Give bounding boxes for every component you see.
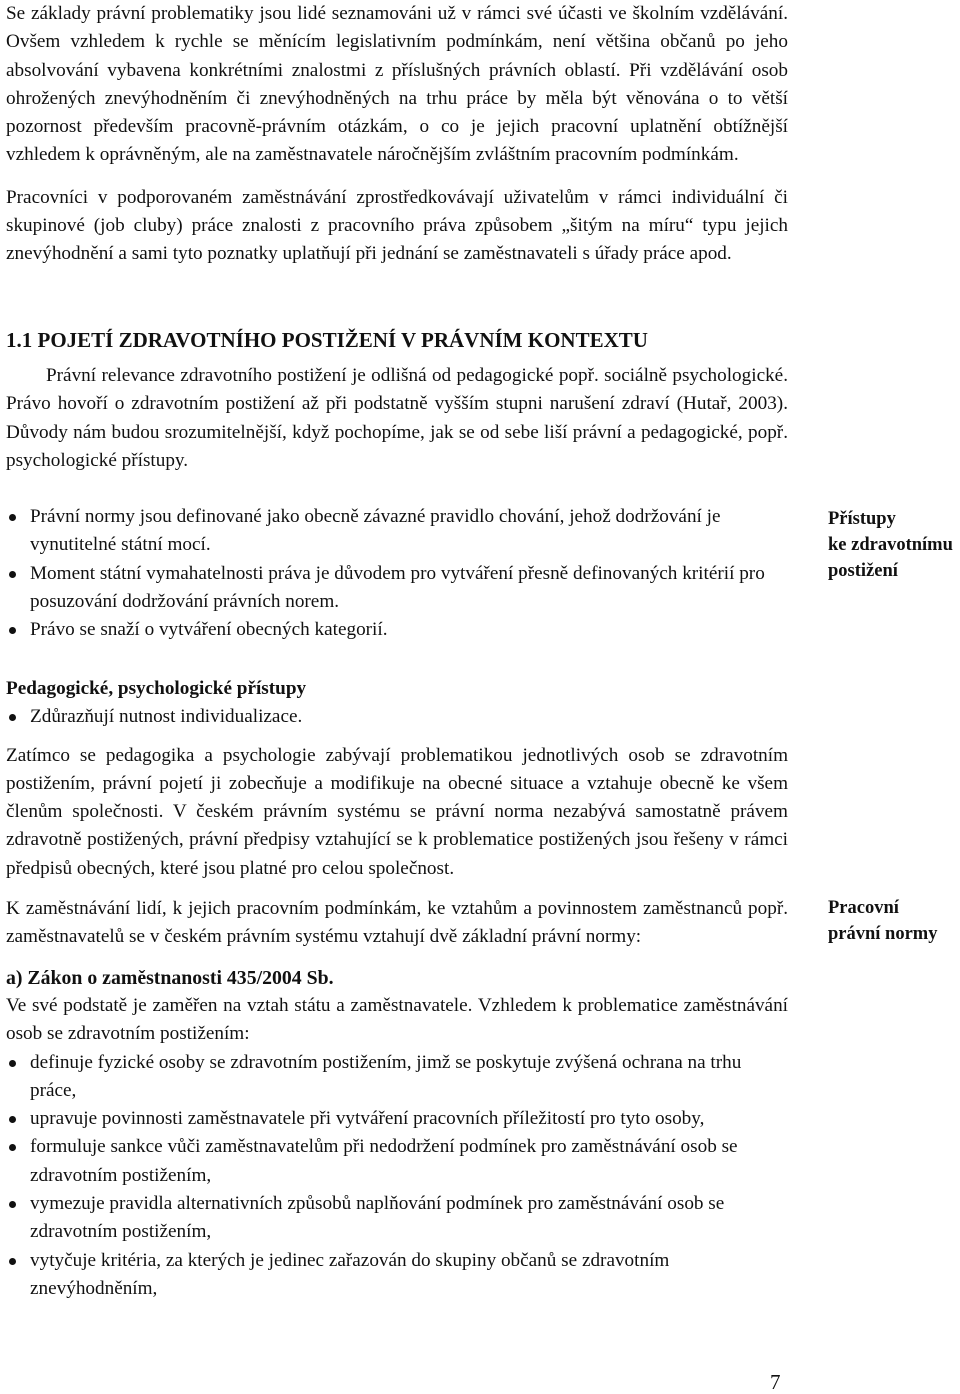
paragraph-supported-employment: Pracovníci v podporovaném zaměstnávání zprostředkovávají uživatelům v rámci individuální či skupinové (job cluby) práce znalosti z pracovního práva způsobem „šitým na míru“ typu jejich znevýhodnění a sami tyto poznatky uplatňují při jednání se zaměstnavateli s úřady práce apod.: [6, 186, 788, 265]
list-item: Zdůrazňují nutnost individualizace.: [6, 703, 788, 731]
margin-note-line: ke zdravotnímu: [828, 535, 953, 555]
section-heading: 1.1 POJETÍ ZDRAVOTNÍHO POSTIŽENÍ V PRÁVNÍM KONTEXTU: [6, 328, 648, 352]
paragraph-act-essence: Ve své podstatě je zaměřen na vztah státu a zaměstnavatele. Vzhledem k problematice zaměstnávání osob se zdravotním postižením:: [6, 994, 788, 1045]
pedagogical-block: [6, 675, 788, 1303]
subheading-pedagogical: Pedagogické, psychologické přístupy: [6, 678, 307, 699]
list-item: Právní normy jsou definované jako obecně závazné pravidlo chování, jehož dodržování je vynutitelné státní mocí.: [6, 503, 788, 560]
margin-note-line: Pracovní: [828, 898, 899, 918]
paragraph-intro: Se základy právní problematiky jsou lidé seznamováni už v rámci své účasti ve školním vzdělávání. Ovšem vzhledem k rychle se měnícím legislativním podmínkám, není většina občanů po jeho absolvování vybavena konkrétními znalostmi z příslušných právních oblastí. Při vzdělávání osob ohrožených znevýhodněním či znevýhodněných na trhu práce by měla být věnována o to větší pozornost především pracovně-právním otázkám, o co je jejich pracovní uplatnění obtížnější vzhledem k oprávněným, ale na zaměstnavatele náročnějším zvláštním pracovním podmínkám.: [6, 3, 788, 166]
list-item: Právo se snaží o vytváření obecných kategorií.: [6, 616, 788, 644]
intro-block: [6, 0, 788, 269]
paragraph-employment-norms: K zaměstnávání lidí, k jejich pracovním podmínkám, ke vztahům a povinnostem zaměstnanců popř. zaměstnavatelů se v českém právním systému vztahují dvě základní právní normy:: [6, 898, 788, 948]
employment-act-list: [6, 1049, 788, 1304]
list-item: vymezuje pravidla alternativních způsobů naplňování podmínek pro zaměstnávání osob se zdravotním postižením,: [6, 1190, 788, 1247]
paragraph-pedagogy-vs-law: Zatímco se pedagogika a psychologie zabývají problematikou jednotlivých osob se zdravotním postižením, právní pojetí ji zobecňuje a modifikuje na obecné situace a vztahuje obecně ke všem členům společnosti. V českém právním systému se právní norma nezabývá samostatně právem zdravotně postižených, právní předpisy vztahující se k problematice postižených jsou řešeny v rámci předpisů obecných, které jsou platné pro celou společnost.: [6, 744, 788, 879]
subheading-employment-act: a) Zákon o zaměstnanosti 435/2004 Sb.: [6, 966, 334, 989]
pedagogical-list: [6, 703, 788, 731]
relevance-block: [6, 362, 788, 475]
paragraph-legal-relevance: Právní relevance zdravotního postižení je odlišná od pedagogické popř. sociálně psychologické. Právo hovoří o zdravotním postižení až při podstatně vyšším stupni narušení zdraví (Hutař, 2003). Důvody nám budou srozumitelnější, když pochopíme, jak se od sebe liší právní a pedagogické, popř. psychologické přístupy.: [6, 365, 788, 471]
page-number: 7: [770, 1370, 781, 1394]
margin-note-labor-norms: [828, 895, 960, 947]
legal-norms-list: [6, 503, 788, 644]
list-item: Moment státní vymahatelnosti práva je důvodem pro vytváření přesně definovaných kritérií pro posuzování dodržování právních norem.: [6, 560, 788, 617]
margin-note-line: Přístupy: [828, 509, 896, 529]
margin-note-line: postižení: [828, 561, 898, 581]
margin-note-approaches: [828, 506, 960, 584]
list-item: vytyčuje kritéria, za kterých je jedinec zařazován do skupiny občanů se zdravotním znevýhodněním,: [6, 1247, 788, 1304]
list-item: formuluje sankce vůči zaměstnavatelům při nedodržení podmínek pro zaměstnávání osob se zdravotním postižením,: [6, 1133, 788, 1190]
list-item: upravuje povinnosti zaměstnavatele při vytváření pracovních příležitostí pro tyto osoby,: [6, 1105, 788, 1133]
margin-note-line: právní normy: [828, 924, 938, 944]
list-item: definuje fyzické osoby se zdravotním postižením, jimž se poskytuje zvýšená ochrana na trhu práce,: [6, 1049, 788, 1106]
legal-norms-block: [6, 503, 788, 644]
